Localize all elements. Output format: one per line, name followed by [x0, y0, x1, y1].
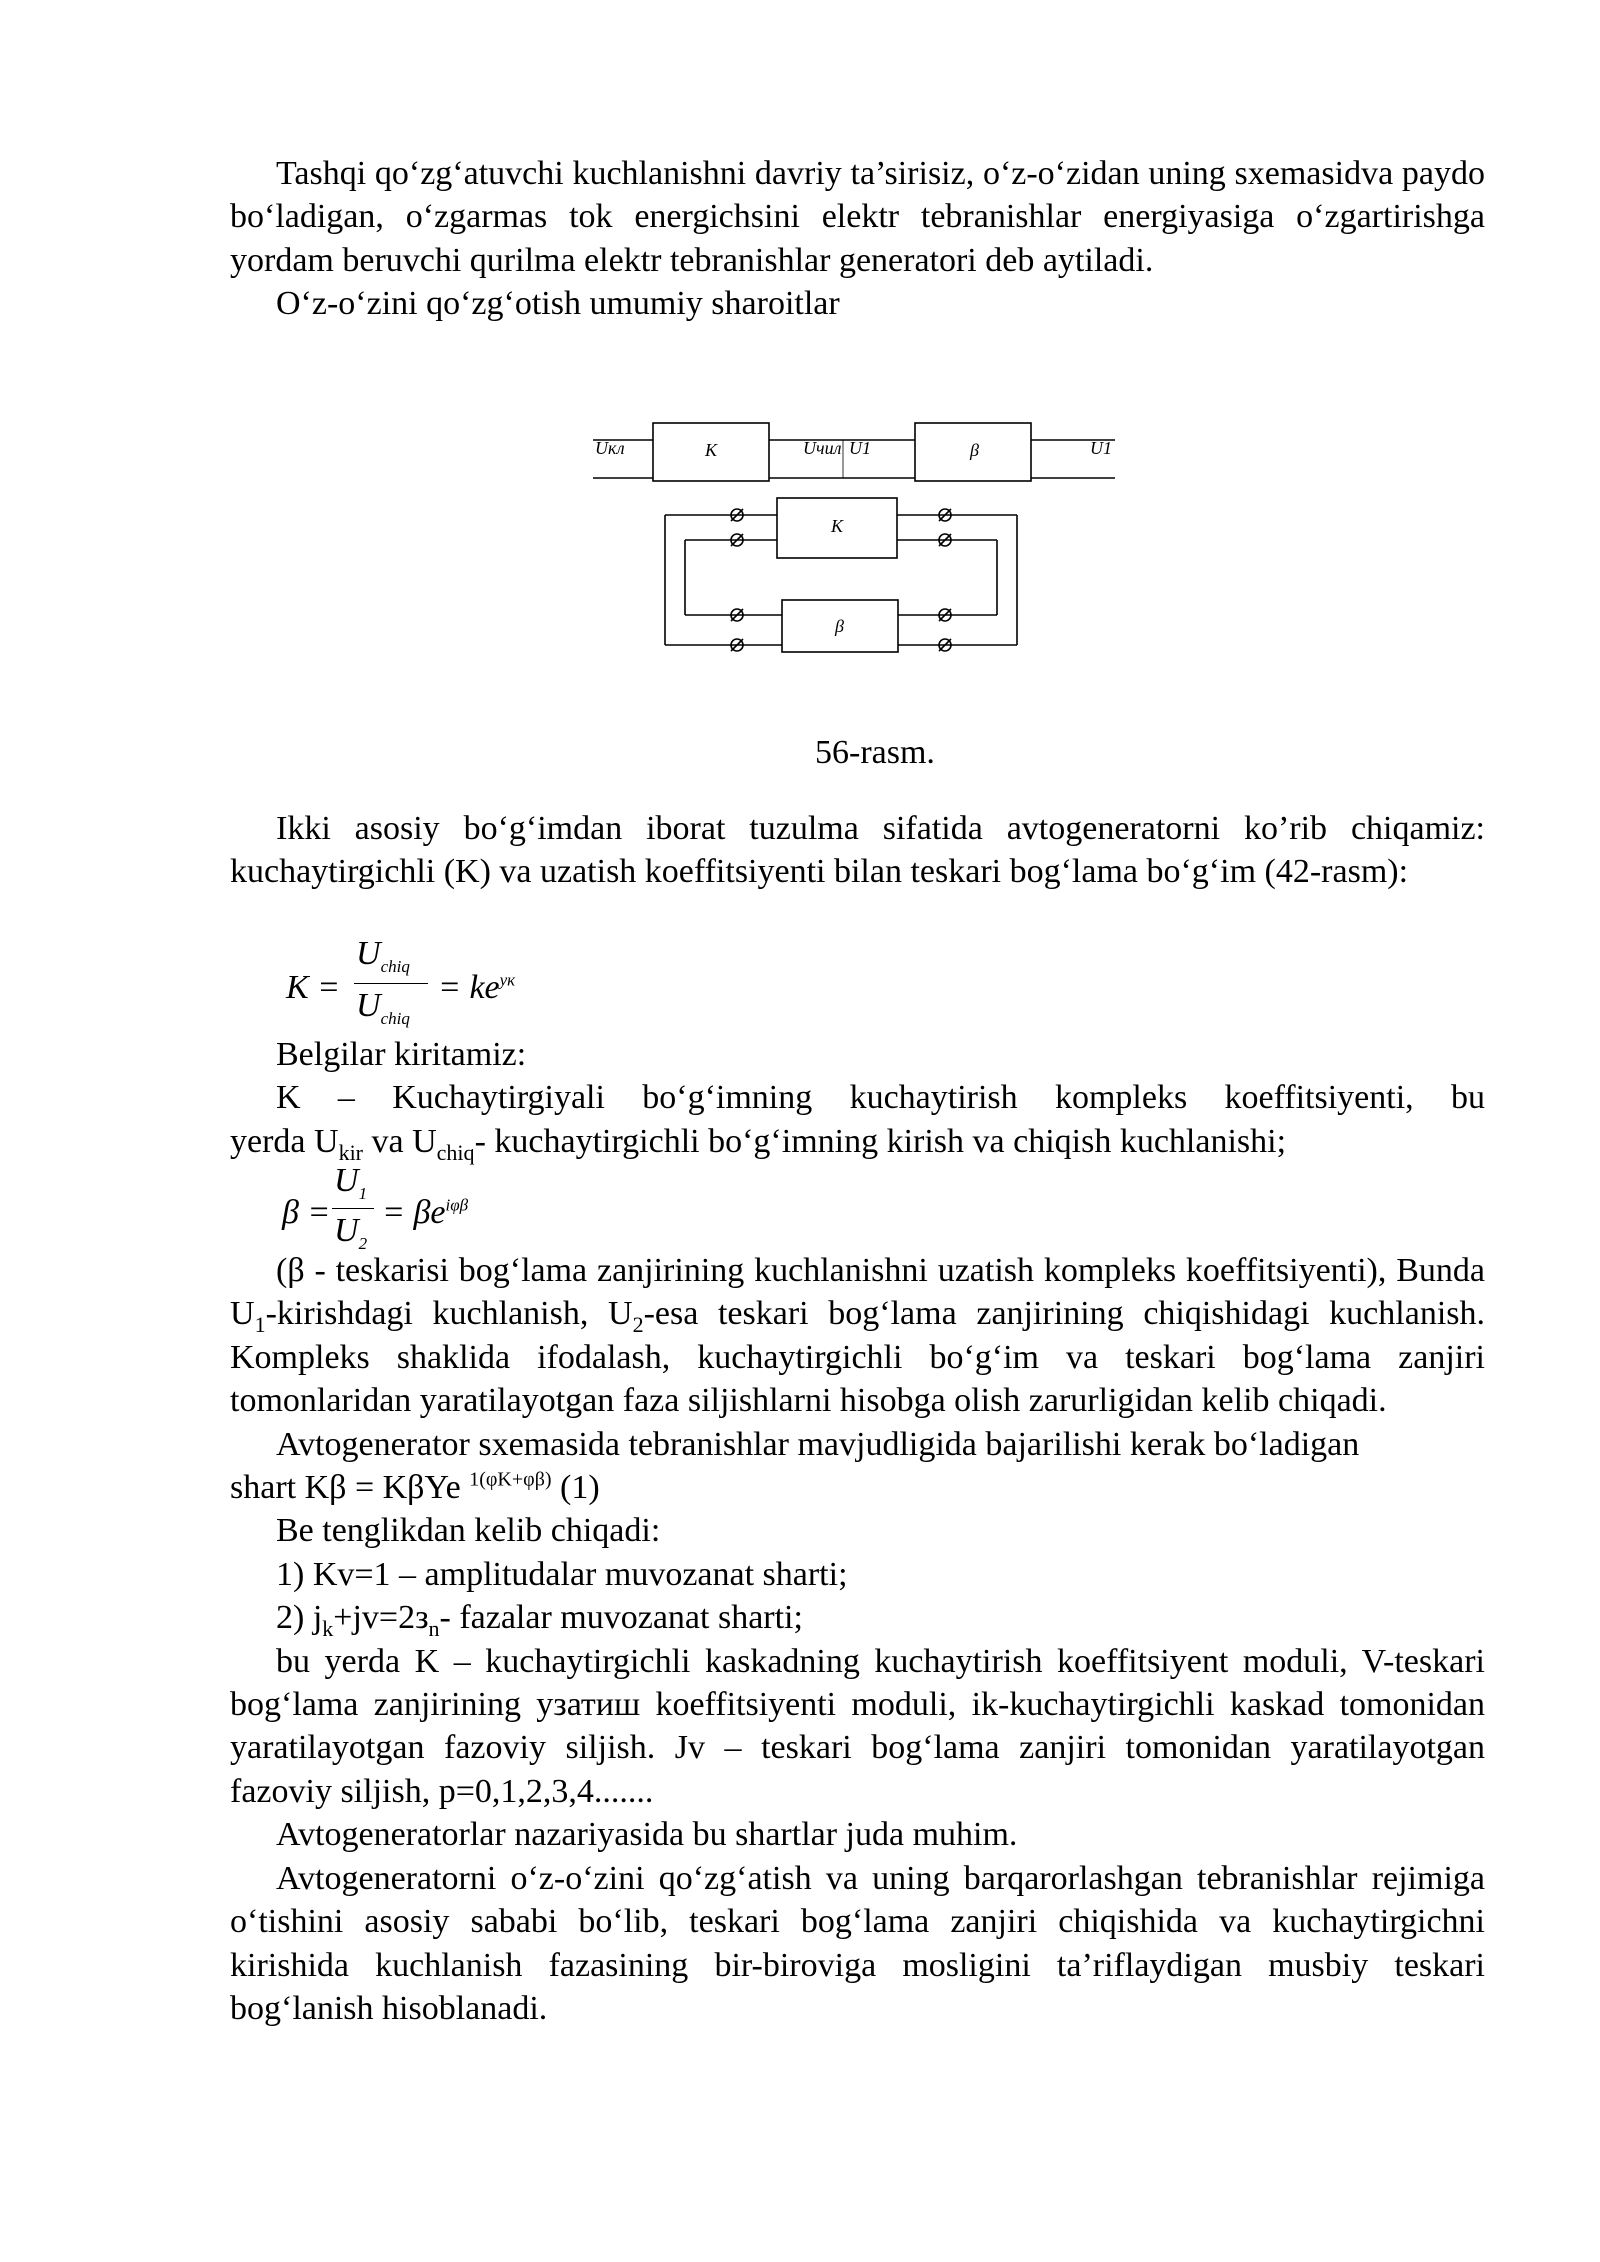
k-def-text-c: - kuchaytirgichli bo‘g‘imning kirish va chiqish kuchlanishi;: [474, 1122, 1287, 1160]
k-def-sub-chiq: chiq: [436, 1139, 475, 1165]
k-def-text-a: yerda U: [230, 1122, 339, 1160]
condition-exponent: 1(φK+φβ): [469, 1468, 552, 1491]
formula-beta-den: U: [334, 1212, 359, 1249]
phase-sub-k: k: [322, 1616, 334, 1642]
phase-balance: [230, 1596, 1485, 1642]
condition-text: shart Kβ = KβYe: [230, 1469, 470, 1507]
formula-beta-fraction-bar: [332, 1208, 374, 1209]
label-u1-out: U1: [1090, 438, 1112, 458]
label-beta: β: [970, 440, 979, 460]
consequence-heading: Be tenglikdan kelib chiqadi:: [276, 1512, 661, 1550]
label-amp-k-loop: K: [831, 516, 844, 536]
beta-def-sub-2: 2: [632, 1312, 644, 1338]
label-amp-k: K: [705, 440, 718, 460]
formula-beta: [282, 1162, 542, 1262]
k-def-text-b: va U: [363, 1122, 437, 1160]
description-text: Ikki asosiy bo‘g‘imdan iborat tuzulma sifatida avtogeneratorni ko’rib chiqamiz: kuchaytirgichli (K) va uzatish koeffitsiyenti bilan teskari bog‘lama bo‘g‘im (42-rasm):: [230, 810, 1485, 891]
condition-paragraph-line1: Avtogenerator sxemasida tebranishlar mavjudligida bajarilishi kerak bo‘ladigan: [276, 1425, 1360, 1463]
k-definition-line2: [230, 1120, 1485, 1163]
conclusion-paragraph: Avtogeneratorni o‘z-o‘zini qo‘zg‘atish va uning barqarorlashgan tebranishlar rejimiga o‘tishini asosiy sababi bo‘lib, teskari bog‘lama zanjiri chiqishida va kuchaytirgichni kirishida kuchlanish fazasining bir-biroviga mosligini ta’riflaydigan musbiy teskari bog‘lanish hisoblanadi.: [230, 1859, 1485, 2027]
formula-beta-rhs-sup: iφβ: [445, 1195, 469, 1215]
formula-beta-num-sub: 1: [358, 1183, 368, 1203]
formula-k-rhs-sup: yк: [499, 970, 516, 990]
intro-paragraph: [230, 152, 1485, 326]
formula-k-den-sub: chiq: [380, 1008, 410, 1028]
oscillator-block-diagram: [585, 418, 1125, 668]
intro-text: Tashqi qo‘zg‘atuvchi kuchlanishni davriy ta’sirisiz, o‘z-o‘zidan uning sxemasidva paydo bo‘ladigan, o‘zgarmas tok energichsini elektr tebranishlar energiyasiga o‘zgartirishga yordam beruvchi qurilma elektr tebranishlar generatori deb aytiladi.: [230, 155, 1485, 279]
beta-definition-paragraph: [230, 1249, 1485, 1423]
figure-caption: 56-rasm.: [815, 734, 935, 771]
beta-def-text-c: -esa teskari bog‘lama zanjirining chiqishidagi kuchlanish. Kompleks shaklida ifodalash, kuchaytirgichli bo‘g‘im va teskari bog‘lama zanjiri tomonlaridan yaratilayotgan faza siljishlarni hisobga olish zarurligidan kelib chiqadi.: [230, 1295, 1485, 1420]
phase-text-c: - fazalar muvozanat sharti;: [439, 1599, 803, 1637]
amplitude-balance: 1) Kv=1 – amplitudalar muvozanat sharti;: [276, 1555, 848, 1593]
formula-beta-rhs: = βe: [382, 1194, 446, 1231]
label-u-out: Uчил: [803, 438, 842, 458]
formula-k-lhs: K =: [286, 969, 341, 1006]
formula-k-num: U: [356, 935, 381, 972]
formula-beta-lhs: β =: [282, 1194, 331, 1231]
formula-beta-num: U: [334, 1162, 359, 1199]
label-beta-loop: β: [835, 616, 844, 636]
formula-k-fraction-bar: [354, 983, 428, 984]
importance-line: Avtogeneratorlar nazariyasida bu shartlar juda muhim.: [276, 1816, 1018, 1854]
formula-beta-den-sub: 2: [358, 1233, 368, 1253]
description-paragraph: [230, 807, 1485, 894]
formula-k-den: U: [356, 987, 381, 1024]
k-def-sub-kir: kir: [338, 1139, 364, 1165]
condition-eq-number: (1): [551, 1469, 600, 1507]
phase-text-a: 2) j: [276, 1599, 323, 1637]
formula-k-num-sub: chiq: [380, 956, 410, 976]
condition-paragraph-line2: [230, 1466, 1485, 1509]
label-u1-mid: U1: [849, 438, 871, 458]
formula-k-rhs: = ke: [438, 969, 500, 1006]
explanation-paragraph: bu yerda K – kuchaytirgichli kaskadning kuchaytirish koeffitsiyent moduli, V-teskari bog‘lama zanjirining узатиш koeffitsiyenti moduli, ik-kuchaytirgichli kaskad tomonidan yaratilayotgan fazoviy siljish. Jv – teskari bog‘lama zanjiri tomonidan yaratilayotgan fazoviy siljish, p=0,1,2,3,4.......: [230, 1642, 1485, 1810]
notation-heading: Belgilar kiritamiz:: [276, 1036, 527, 1073]
main-body: [230, 1249, 1485, 2030]
beta-def-text-a: (β - teskarisi bog‘lama zanjirining kuchlanishni uzatish kompleks koeffitsiyenti), Bunda U: [230, 1252, 1485, 1333]
beta-def-sub-1: 1: [254, 1312, 266, 1338]
phase-text-b: +jv=2з: [333, 1599, 429, 1637]
phase-sub-n: n: [428, 1616, 440, 1642]
formula-k: [262, 935, 562, 1035]
k-definition-line1: K – Kuchaytirgiyali bo‘g‘imning kuchaytirish kompleks koeffitsiyenti, bu: [276, 1079, 1485, 1117]
beta-def-text-b: -kirishdagi kuchlanish, U: [265, 1295, 633, 1333]
notation-block: [230, 1033, 1485, 1163]
label-u-in: Uкл: [595, 438, 625, 458]
section-heading: O‘z-o‘zini qo‘zg‘otish umumiy sharoitlar: [276, 285, 840, 323]
